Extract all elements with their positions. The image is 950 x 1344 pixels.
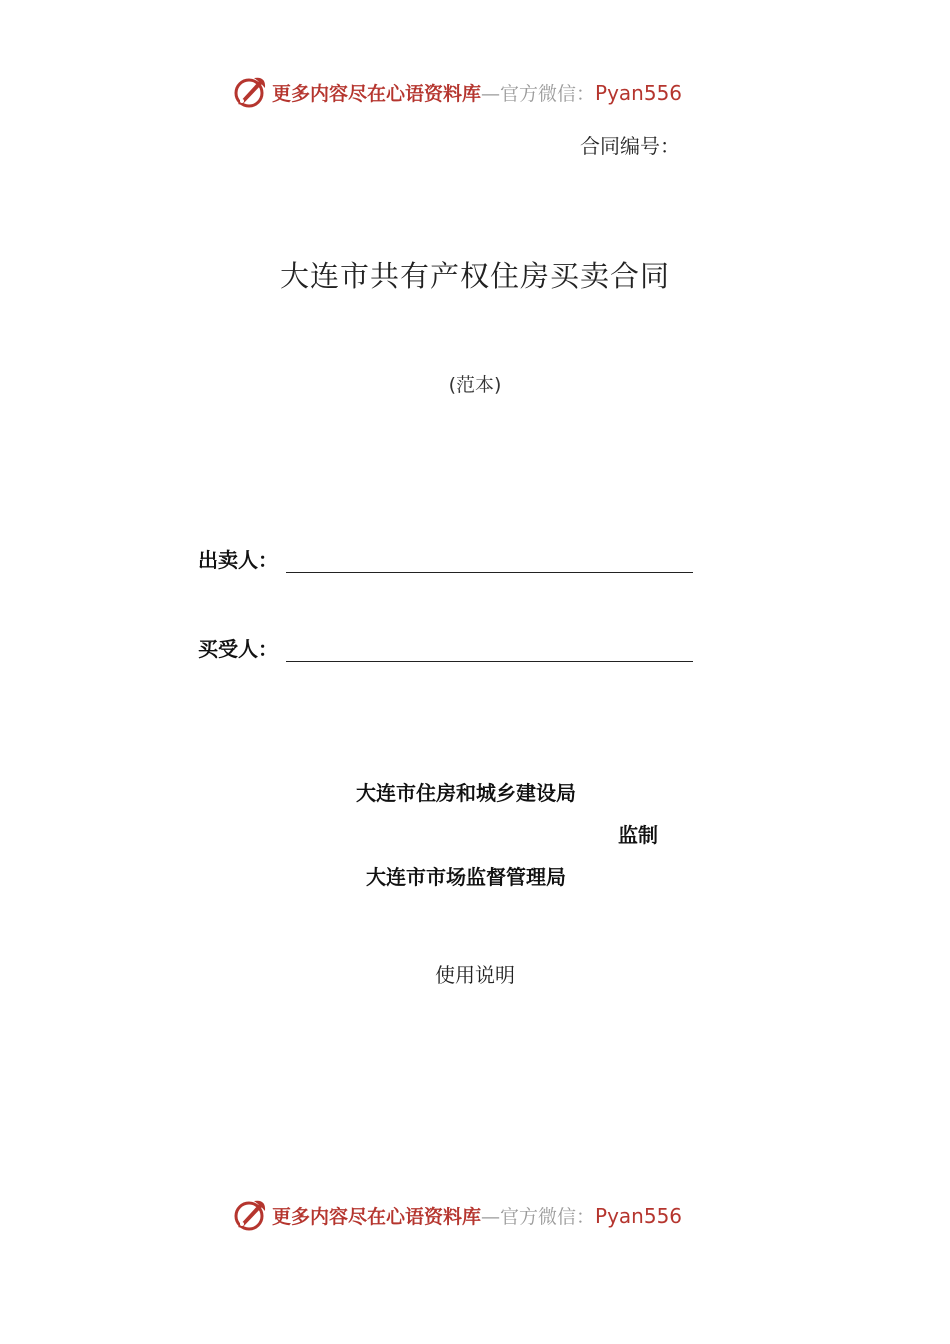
document-title: 大连市共有产权住房买卖合同 xyxy=(279,259,670,293)
banner-main-text: 更多内容尽在心语资料库 xyxy=(272,1205,482,1228)
authority-market-bureau: 大连市市场监督管理局 xyxy=(366,865,566,889)
banner-sub-text: 官方微信： xyxy=(500,82,596,105)
banner-dash: — xyxy=(481,82,501,105)
usage-instructions-title: 使用说明 xyxy=(435,963,515,987)
quill-pen-icon xyxy=(232,1197,268,1233)
buyer-blank-field[interactable] xyxy=(286,639,693,662)
authority-housing-bureau: 大连市住房和城乡建设局 xyxy=(356,781,576,805)
seller-line xyxy=(198,544,693,573)
buyer-label: 买受人： xyxy=(198,637,278,661)
banner-sub-text: 官方微信： xyxy=(500,1205,596,1228)
contract-number-label: 合同编号： xyxy=(580,134,680,158)
seller-blank-field[interactable] xyxy=(286,550,693,573)
seller-label: 出卖人： xyxy=(198,548,278,572)
banner-text xyxy=(272,79,682,106)
header-banner xyxy=(232,72,752,112)
banner-wechat-id: Pyan556 xyxy=(595,80,683,105)
banner-wechat-id: Pyan556 xyxy=(595,1203,683,1228)
banner-dash: — xyxy=(481,1205,501,1228)
supervision-label: 监制 xyxy=(618,823,658,847)
banner-text xyxy=(272,1202,682,1229)
buyer-line xyxy=(198,633,693,662)
footer-banner xyxy=(232,1195,752,1235)
banner-main-text: 更多内容尽在心语资料库 xyxy=(272,82,482,105)
document-subtitle: (范本) xyxy=(448,374,502,396)
quill-pen-icon xyxy=(232,74,268,110)
